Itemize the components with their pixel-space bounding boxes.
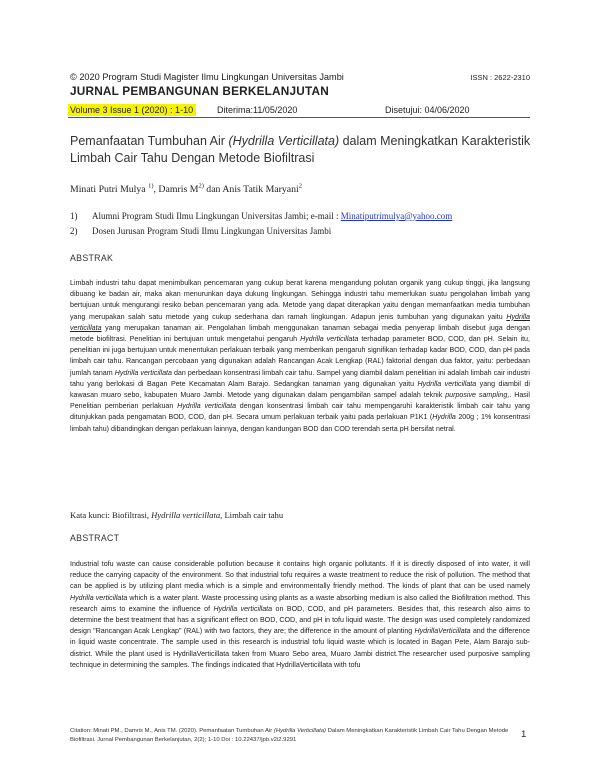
header-divider [68,117,530,118]
volume-info: Volume 3 Issue 1 (2020) : 1-10 [68,104,196,116]
journal-name: JURNAL PEMBANGUNAN BERKELANJUTAN [70,84,329,98]
received-date: Diterima:11/05/2020 [217,105,298,115]
page-number: 1 [521,729,527,740]
author-list: Minati Putri Mulya $^{1)}$, Damris $M^{2)}$ dan Anis Tatik Maryani$^2$ [70,182,303,195]
volume-bar [68,104,530,116]
issn-text: ISSN : 2622-2310 [470,73,530,82]
affiliation-1: 1) Alumni Program Studi Ilmu Lingkungan Universitas Jambi; e-mail : Minatiputrimulya@yahoo.com [70,211,453,221]
abstract-heading: ABSTRACT [70,533,120,543]
author-email-link[interactable]: Minatiputrimulya@yahoo.com [340,211,453,221]
header-line [70,72,530,82]
citation-footer: Citation: Minati PM., Damris M., Anis TM. (2020). Pemanfaatan Tumbuhan Air (Hydrilla Verticillata) Dalam Meningkatkan Karakteristik Limbah Cair Tahu Dengan Metode Biofiltrasi. Jurnal Pembangunan Berkelanjutan, 2(2); 1-10 Doi : 10.22437/jpb.v2i2.9291 [70,728,509,743]
copyright-text: © 2020 Program Studi Magister Ilmu Lingkungan Universitas Jambi [70,72,344,82]
accepted-date: Disetujui: 04/06/2020 [385,105,470,115]
article-title: Pemanfaatan Tumbuhan Air (Hydrilla Verticillata) dalam Meningkatkan Karakteristik Limbah Cair Tahu Dengan Metode Biofiltrasi [70,134,531,165]
abstract-body: Industrial tofu waste can cause considerable pollution because it contains high organic pollutants. If it is directly disposed of into water, it will reduce the carrying capacity of the environment. So that industrial tofu requires a waste treatment to reduce the risk of pollution. The method that can be applied is by utilizing plant media which is a simple and environmentally friendly method. The kinds of plant that can be used namely Hydrilla verticillata which is a water plant. Waste processing using plants as a waste absorbing medium is also called the Biofiltration method. This research aims to examine the influence of Hydrilla verticillata on BOD, COD, and pH parameters. Besides that, this research also aims to determine the best treatment that has a significant effect on BOD, COD, and pH in tofu liquid waste. The design was used completely randomized design "Rancangan Acak Lengkap" (RAL) with two factors, they are; the difference in the amount of planting HydrillaVerticillata and the difference in liquid waste concentrate. The sample used in this research is industrial tofu liquid waste which is located in Bagan Pete, Alam Barajo sub-district. While the plant used is HydrillaVerticillata taken from Muaro Sebo area, Muaro Jambi district.The researcher used purposive sampling technique in determining the samples. The findings indicated that HydrillaVerticillata with tofu [70,560,531,669]
affiliation-2: 2) Dosen Jurusan Program Studi Ilmu Lingkungan Universitas Jambi [70,226,332,236]
abstrak-body: Limbah industri tahu dapat menimbulkan pencemaran yang cukup berat karena mengandung polutan organik yang cukup tinggi, jika langsung dibuang ke badan air, maka akan menurunkan daya dukung lingkungan. Sehingga industri tahu memerlukan suatu pengolahan limbah yang bertujuan untuk mengurangi resiko beban pencemaran yang ada. Metode yang dapat diterapkan yaitu dengan memanfaatkan media tumbuhan yang merupakan salah satu metode yang cukup sederhana dan ramah lingkungan. Adapun jenis tumbuhan yang digunakan yaitu Hydrilla verticillata yang merupakan tanaman air. Pengolahan limbah menggunakan tanaman sebagai media penyerap limbah disebut juga dengan metode biofiltrasi. Penelitian ini bertujuan untuk mengetahui pengaruh Hydrilla verticillata terhadap parameter BOD, COD, dan pH. Selain itu, penelitian ini juga bertujuan untuk menentukan perlakuan terbaik yang memberikan pengaruh signifikan terhadap kadar BOD, COD, dan pH pada limbah cair tahu. Rancangan percobaan yang digunakan adalah Rancangan Acak Lengkap (RAL) faktorial dengan dua faktor, yaitu: perbedaan jumlah tanam Hydrilla verticillata dan perbedaan konsentrasi limbah cair tahu. Sampel yang diambil dalam penelitian ini adalah limbah cair industri tahu yang berlokasi di Bagan Pete Kecamatan Alam Barajo. Sedangkan tanaman yang digunakan yaitu Hydrilla verticillata yang diambil di kawasan muaro sebo, kabupaten Muaro Jambi. Metode yang digunakan dalam pengambilan sampel adalah teknik purposive sampling,. Hasil Penelitian pemberian perlakuan Hydrilla verticillata dengan konsentrasi limbah cair tahu mempengaruhi karakteristik limbah cair tahu yang ditunjukkan pada pengamatan BOD, COD, dan pH. Secara umum perlakuan terbaik yaitu pada perlakuan P1K1 (Hydrilla 200g ; 1% konsentrasi limbah tahu) dibandingkan dengan perlakuan lainnya, dengan kandungan BOD dan COD terendah serta pH bersifat netral. [70,279,530,433]
abstrak-heading: ABSTRAK [70,253,114,263]
keywords-line: Kata kunci: Biofiltrasi, Hydrilla verticillata, Limbah cair tahu [70,510,284,520]
